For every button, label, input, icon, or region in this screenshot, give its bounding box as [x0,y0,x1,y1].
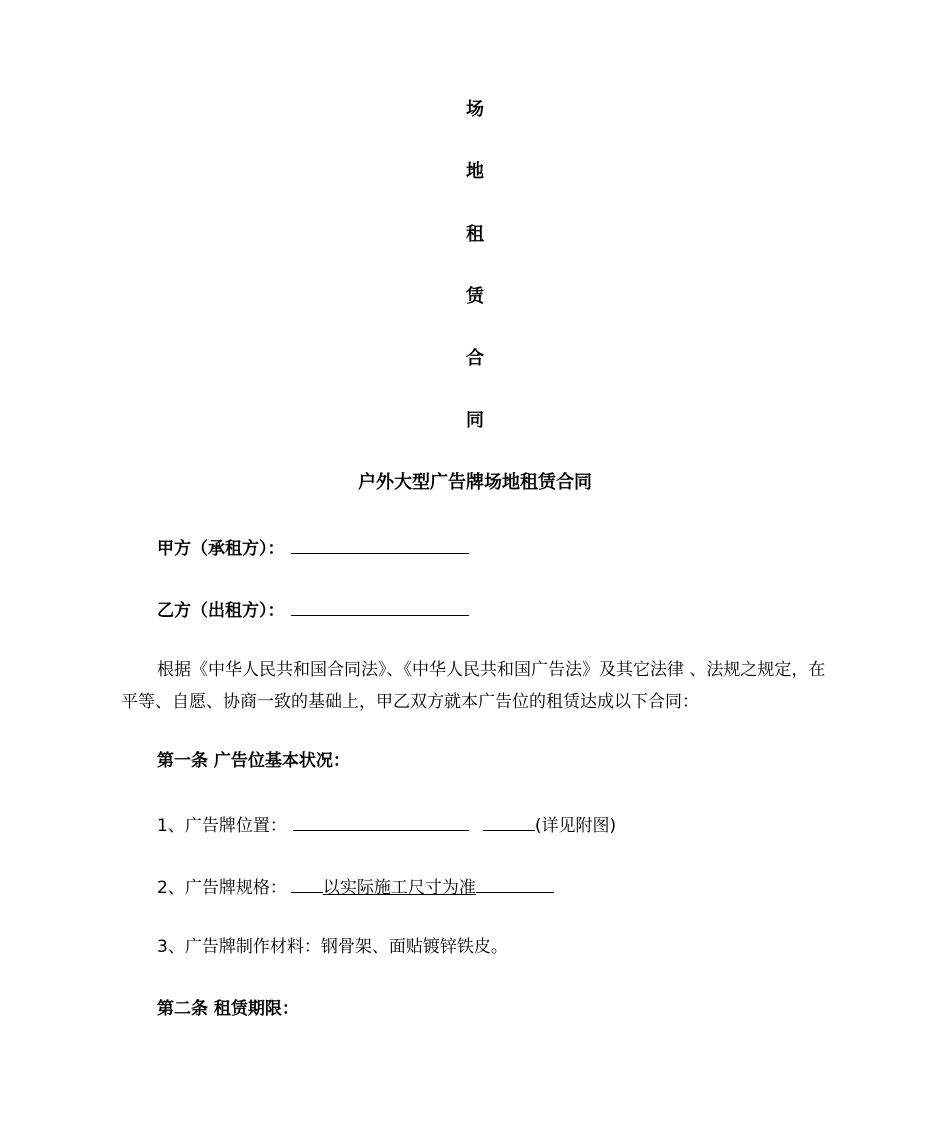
item2-value: 以实际施工尺寸为准 [322,878,476,898]
party-b-line [157,597,469,622]
item1-label: 1、广告牌位置： [157,816,287,836]
article2-heading: 第二条 租赁期限： [157,999,299,1019]
party-a-label: 甲方（承租方）： [157,539,285,559]
document-subtitle: 户外大型广告牌场地租赁合同 [358,472,592,493]
item2-line [157,874,554,899]
party-a-blank [291,535,469,554]
item2-blank-3 [514,874,554,893]
intro-paragraph [121,654,841,718]
title-char-6: 同 [466,410,484,431]
item1-blank-4 [483,812,535,831]
item1-line [157,812,616,837]
item1-blank-3 [443,812,469,831]
item1-blank-1 [293,812,381,831]
title-char-5: 合 [466,348,484,369]
intro-text: 根据《中华人民共和国合同法》、《中华人民共和国广告法》及其它法律 、法规之规定，在平等、自愿、协商一致的基础上，甲乙双方就本广告位的租赁达成以下合同： [121,660,826,712]
article1-heading: 第一条 广告位基本状况： [157,751,350,771]
party-b-blank [291,597,469,616]
item1-blank-2 [381,812,443,831]
item1-suffix: (详见附图) [534,816,617,836]
title-char-2: 地 [466,161,484,182]
item3-line: 3、广告牌制作材料：钢骨架、面贴镀锌铁皮。 [157,937,508,957]
title-char-1: 场 [466,99,484,120]
title-char-4: 赁 [466,286,484,307]
item2-blank-2 [476,874,514,893]
party-a-line [157,535,469,560]
item2-label: 2、广告牌规格： [157,878,287,898]
item2-blank-1 [291,874,323,893]
title-char-3: 租 [466,224,484,245]
party-b-label: 乙方（出租方）： [157,601,285,621]
